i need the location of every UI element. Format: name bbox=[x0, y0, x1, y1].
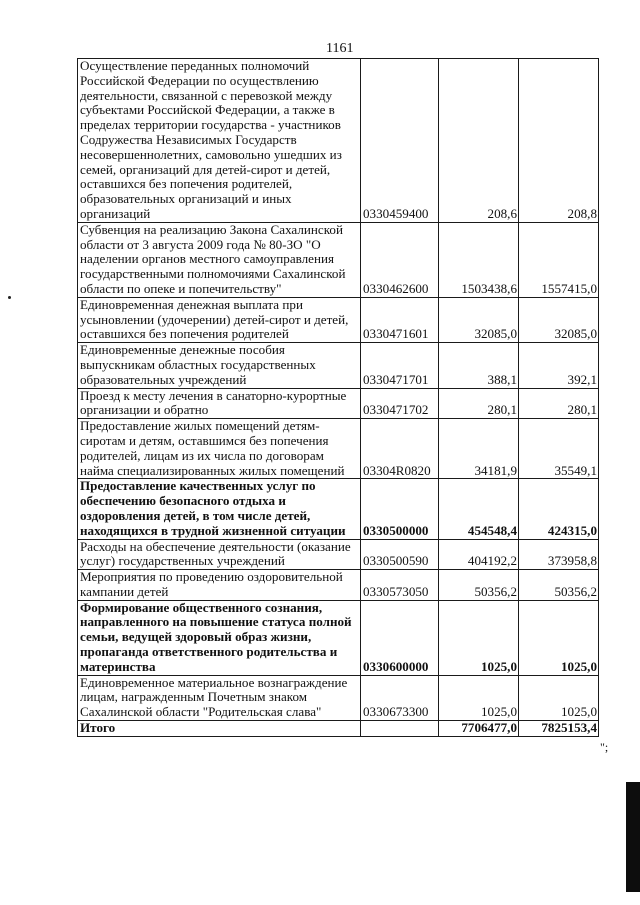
row-code: 0330673300 bbox=[361, 675, 439, 720]
row-value-2: 50356,2 bbox=[519, 570, 599, 601]
row-name: Предоставление качественных услуг по обеспечению безопасного отдыха и оздоровления детей, в том числе детей, находящихся в трудной жизненной ситуации bbox=[78, 479, 361, 539]
table-row bbox=[78, 419, 599, 479]
total-code bbox=[361, 721, 439, 737]
row-code: 0330459400 bbox=[361, 59, 439, 223]
row-value-2: 373958,8 bbox=[519, 539, 599, 570]
row-code: 0330500000 bbox=[361, 479, 439, 539]
row-name: Единовременные денежные пособия выпускникам областных государственных образовательных учреждений bbox=[78, 343, 361, 388]
row-value-1: 1503438,6 bbox=[439, 222, 519, 297]
row-value-2: 208,8 bbox=[519, 59, 599, 223]
row-name: Проезд к месту лечения в санаторно-курортные организации и обратно bbox=[78, 388, 361, 419]
row-code: 0330573050 bbox=[361, 570, 439, 601]
row-value-1: 50356,2 bbox=[439, 570, 519, 601]
table-row bbox=[78, 388, 599, 419]
closing-quote-mark: "; bbox=[600, 740, 609, 754]
row-value-1: 280,1 bbox=[439, 388, 519, 419]
row-value-2: 1025,0 bbox=[519, 600, 599, 675]
row-name: Мероприятия по проведению оздоровительной кампании детей bbox=[78, 570, 361, 601]
row-value-1: 1025,0 bbox=[439, 600, 519, 675]
budget-table bbox=[77, 58, 599, 737]
total-value-1: 7706477,0 bbox=[439, 721, 519, 737]
row-value-2: 280,1 bbox=[519, 388, 599, 419]
row-value-2: 424315,0 bbox=[519, 479, 599, 539]
row-name: Формирование общественного сознания, направленного на повышение статуса полной семьи, ведущей здоровый образ жизни, пропаганда ответственного родительства и материнства bbox=[78, 600, 361, 675]
table-row-section bbox=[78, 479, 599, 539]
row-value-2: 1557415,0 bbox=[519, 222, 599, 297]
row-value-1: 388,1 bbox=[439, 343, 519, 388]
row-value-2: 392,1 bbox=[519, 343, 599, 388]
row-name: Осуществление переданных полномочий Российской Федерации по осуществлению деятельности, связанной с перевозкой между субъектами Российской Федерации, а также в пределах территории государства - участников Содружества Независимых Государств несовершеннолетних, самовольно ушедших из семей, организаций для детей-сирот и детей, оставшихся без попечения родителей, образовательных организаций и иных организаций bbox=[78, 59, 361, 223]
row-name: Расходы на обеспечение деятельности (оказание услуг) государственных учреждений bbox=[78, 539, 361, 570]
row-name: Единовременная денежная выплата при усыновлении (удочерении) детей-сирот и детей, оставшихся без попечения родителей bbox=[78, 297, 361, 342]
table-row bbox=[78, 297, 599, 342]
table-row bbox=[78, 343, 599, 388]
table-row bbox=[78, 570, 599, 601]
total-value-2: 7825153,4 bbox=[519, 721, 599, 737]
page-number: 1161 bbox=[326, 41, 354, 56]
row-code: 0330471701 bbox=[361, 343, 439, 388]
row-value-1: 454548,4 bbox=[439, 479, 519, 539]
row-name: Предоставление жилых помещений детям-сиротам и детям, оставшимся без попечения родителей, лицам из их числа по договорам найма специализированных жилых помещений bbox=[78, 419, 361, 479]
total-label: Итого bbox=[78, 721, 361, 737]
row-value-1: 34181,9 bbox=[439, 419, 519, 479]
row-value-1: 404192,2 bbox=[439, 539, 519, 570]
table-row bbox=[78, 539, 599, 570]
row-value-1: 32085,0 bbox=[439, 297, 519, 342]
row-code: 03304R0820 bbox=[361, 419, 439, 479]
table-row-section bbox=[78, 600, 599, 675]
row-value-2: 1025,0 bbox=[519, 675, 599, 720]
table-row bbox=[78, 59, 599, 223]
row-name: Субвенция на реализацию Закона Сахалинской области от 3 августа 2009 года № 80-ЗО "О наделении органов местного самоуправления государственными полномочиями Сахалинской области по опеке и попечительству" bbox=[78, 222, 361, 297]
table-row-total bbox=[78, 721, 599, 737]
row-name: Единовременное материальное вознаграждение лицам, награжденным Почетным знаком Сахалинской области "Родительская слава" bbox=[78, 675, 361, 720]
row-value-1: 1025,0 bbox=[439, 675, 519, 720]
row-value-2: 35549,1 bbox=[519, 419, 599, 479]
row-code: 0330462600 bbox=[361, 222, 439, 297]
table-row bbox=[78, 222, 599, 297]
row-code: 0330471702 bbox=[361, 388, 439, 419]
row-value-1: 208,6 bbox=[439, 59, 519, 223]
row-code: 0330600000 bbox=[361, 600, 439, 675]
table-row bbox=[78, 675, 599, 720]
row-code: 0330471601 bbox=[361, 297, 439, 342]
row-code: 0330500590 bbox=[361, 539, 439, 570]
scan-speck bbox=[8, 296, 11, 299]
scan-edge-bar bbox=[626, 782, 640, 892]
row-value-2: 32085,0 bbox=[519, 297, 599, 342]
